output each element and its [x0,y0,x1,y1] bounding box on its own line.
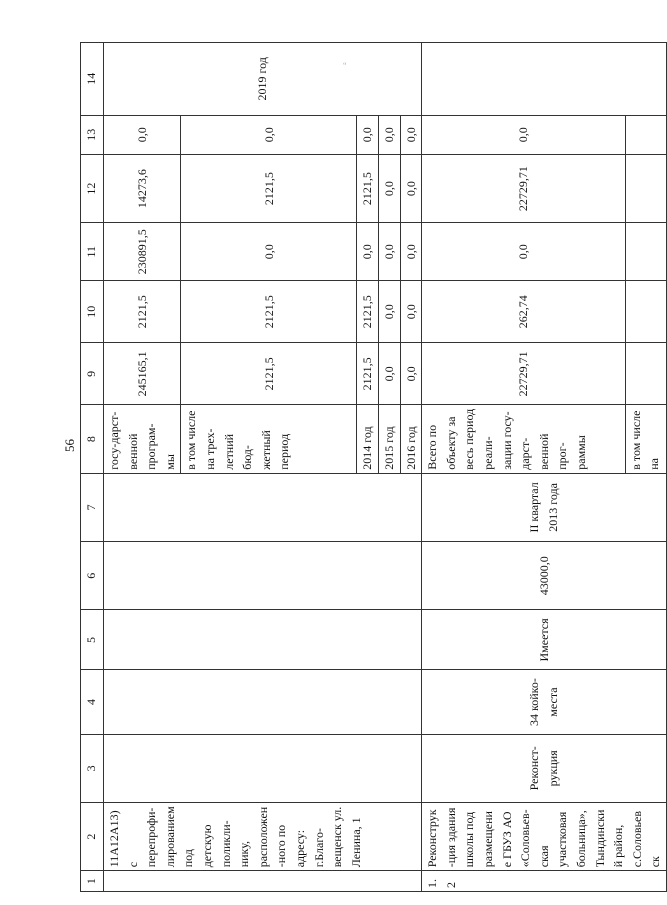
col-header: 14 [81,43,104,116]
col-header: 7 [81,473,104,541]
table-row [104,43,181,892]
value-cell: 0,0 [400,154,422,222]
value-cell: 0,0 [422,223,625,281]
value-cell: 2121,5 [357,343,379,405]
col-header: 6 [81,542,104,610]
object-name: 11А12А13) с перепрофи-лированием под детскую поликли-нику, расположен-ного по адресу: г.Благо-вещенск ул. Ленина, 1 [104,802,422,870]
year-cell: 2019 год [104,43,422,116]
value-cell: 0,0 [378,115,400,154]
value-cell: 262,74 [422,281,625,343]
capacity: 34 койко-места [422,670,667,734]
col-header: 5 [81,610,104,670]
value-cell: 0,0 [357,115,379,154]
col-header: 10 [81,281,104,343]
value-cell: 22729,71 [422,154,625,222]
col-header: 9 [81,343,104,405]
period-label: в том числе на трех-летний бюд-жетный период [181,405,357,473]
header-row [81,43,104,892]
value-cell: 0,0 [378,154,400,222]
col-header: 12 [81,154,104,222]
col-header: 3 [81,734,104,802]
row-number: 1.2 [422,871,667,892]
col-header: 1 [81,871,104,892]
period-label: 2015 год [378,405,400,473]
table-row [422,43,625,892]
value-cell: 2121,5 [357,154,379,222]
value-cell: 0,0 [378,281,400,343]
value-cell: 230891,5 [104,223,181,281]
scan-mark: “ [343,61,347,70]
row-number [104,871,422,892]
deadline: II квартал 2013 года [422,473,667,541]
value-cell: 245165,1 [104,343,181,405]
col-header: 13 [81,115,104,154]
col-header: 8 [81,405,104,473]
value-cell: 14273,6 [104,154,181,222]
value-cell: 2121,5 [181,343,357,405]
work-type: Реконст-рукция [422,734,667,802]
period-label: 2014 год [357,405,379,473]
value-cell: 2121,5 [181,154,357,222]
value-cell: 0,0 [104,115,181,154]
col-header: 2 [81,802,104,870]
period-label: 2016 год [400,405,422,473]
value-cell: 0,0 [400,115,422,154]
value-cell: 0,0 [400,343,422,405]
object-name: Реконструк-ция здания школы под размещение ГБУЗ АО «Соловьев-ская участковая больница», Тындинский район, с.Соловьевск [422,802,667,870]
estimate: 43000,0 [422,542,667,610]
page-number: 56 [62,439,77,452]
value-cell: 0,0 [400,223,422,281]
col-header: 4 [81,670,104,734]
value-cell: 22729,71 [422,343,625,405]
period-label: в том числе на [625,405,666,473]
design-docs: Имеется [422,610,667,670]
period-label: госу-дарст-венной програм-мы [104,405,181,473]
value-cell: 2121,5 [181,281,357,343]
col-header: 11 [81,223,104,281]
value-cell: 0,0 [400,281,422,343]
value-cell: 0,0 [422,115,625,154]
works-table [80,42,667,892]
value-cell: 0,0 [357,223,379,281]
value-cell: 2121,5 [357,281,379,343]
value-cell: 0,0 [378,343,400,405]
value-cell: 0,0 [181,223,357,281]
value-cell: 0,0 [181,115,357,154]
value-cell: 0,0 [378,223,400,281]
period-label: Всего по объекту за весь период реали-зации госу-дарст-венной прог-раммы [422,405,625,473]
value-cell: 2121,5 [104,281,181,343]
rotated-table-page [80,42,663,892]
